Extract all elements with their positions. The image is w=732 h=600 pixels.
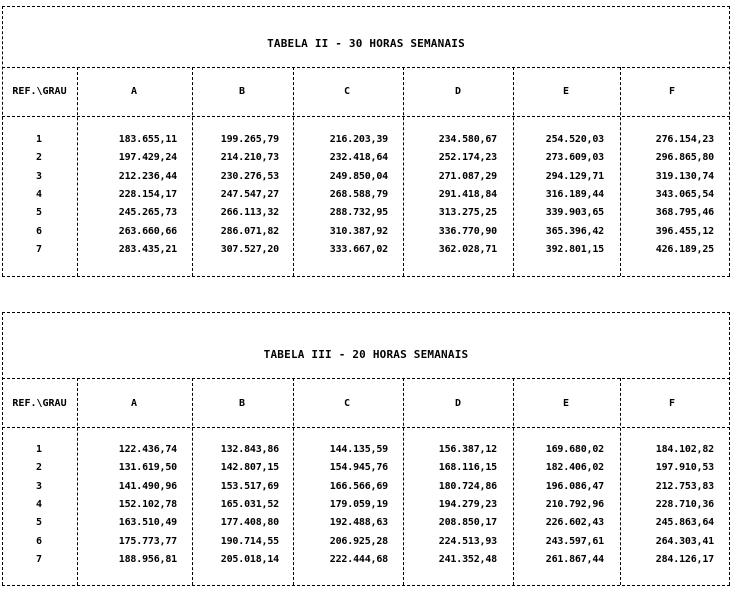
table-cell: 216.203,39 xyxy=(329,134,388,145)
table-top-border xyxy=(2,6,730,7)
table-cell: 241.352,48 xyxy=(438,553,497,565)
ref-grau-header: REF.\GRAU xyxy=(12,398,67,409)
row-ref: 7 xyxy=(35,553,43,565)
table-side-border xyxy=(2,6,3,276)
table-cell: 296.865,80 xyxy=(655,152,714,164)
table-cell: 197.910,53 xyxy=(655,462,714,474)
table-cell: 288.732,95 xyxy=(329,207,388,219)
table-cell: 283.435,21 xyxy=(118,243,177,255)
table-cell: 183.655,11 xyxy=(118,134,177,145)
table-cell: 316.189,44 xyxy=(545,188,604,200)
table-cell: 226.602,43 xyxy=(545,517,604,529)
table-cell: 264.303,41 xyxy=(655,535,714,547)
column-header-a: A xyxy=(130,398,138,409)
table-title: TABELA II - 30 HORAS SEMANAIS xyxy=(267,37,465,50)
table-cell: 180.724,86 xyxy=(438,480,497,492)
table-cell: 336.770,90 xyxy=(438,225,497,237)
row-ref: 6 xyxy=(35,225,43,237)
table-cell: 368.795,46 xyxy=(655,207,714,219)
table-cell: 228.710,36 xyxy=(655,498,714,510)
table-cell: 268.588,79 xyxy=(329,188,388,200)
tabela-iii xyxy=(2,312,730,600)
column-header-e: E xyxy=(562,398,570,409)
table-top-border xyxy=(2,312,730,313)
table-cell: 284.126,17 xyxy=(655,553,714,565)
table-cell: 154.945,76 xyxy=(329,462,388,474)
table-side-border xyxy=(2,312,3,585)
table-cell: 245.863,64 xyxy=(655,517,714,529)
row-ref: 3 xyxy=(35,480,43,492)
row-ref: 6 xyxy=(35,535,43,547)
row-ref: 4 xyxy=(35,498,43,510)
column-separator xyxy=(403,378,404,585)
table-cell: 307.527,20 xyxy=(220,243,279,255)
table-cell: 192.488,63 xyxy=(329,517,388,529)
table-cell: 179.059,19 xyxy=(329,498,388,510)
column-header-e: E xyxy=(562,86,570,97)
table-side-border xyxy=(729,312,730,585)
table-cell: 396.455,12 xyxy=(655,225,714,237)
table-cell: 222.444,68 xyxy=(329,553,388,565)
column-header-a: A xyxy=(130,86,138,97)
table-cell: 212.753,83 xyxy=(655,480,714,492)
table-cell: 294.129,71 xyxy=(545,170,604,182)
table-cell: 182.406,02 xyxy=(545,462,604,474)
table-cell: 254.520,03 xyxy=(545,134,604,145)
column-header-b: B xyxy=(238,398,246,409)
table-cell: 252.174,23 xyxy=(438,152,497,164)
column-separator xyxy=(77,67,78,276)
table-cell: 230.276,53 xyxy=(220,170,279,182)
table-cell: 214.210,73 xyxy=(220,152,279,164)
table-cell: 197.429,24 xyxy=(118,152,177,164)
column-separator xyxy=(293,378,294,585)
row-ref: 2 xyxy=(35,462,43,474)
column-separator xyxy=(403,67,404,276)
table-cell: 273.609,03 xyxy=(545,152,604,164)
table-cell: 263.660,66 xyxy=(118,225,177,237)
table-cell: 168.116,15 xyxy=(438,462,497,474)
table-cell: 175.773,77 xyxy=(118,535,177,547)
column-header-b: B xyxy=(238,86,246,97)
table-cell: 426.189,25 xyxy=(655,243,714,255)
table-cell: 271.087,29 xyxy=(438,170,497,182)
table-cell: 224.513,93 xyxy=(438,535,497,547)
table-cell: 266.113,32 xyxy=(220,207,279,219)
row-ref: 3 xyxy=(35,170,43,182)
row-ref: 7 xyxy=(35,243,43,255)
row-ref: 1 xyxy=(35,134,43,145)
table-bottom-border xyxy=(2,276,730,277)
table-cell: 169.680,02 xyxy=(545,444,604,455)
table-cell: 163.510,49 xyxy=(118,517,177,529)
table-cell: 144.135,59 xyxy=(329,444,388,455)
table-title: TABELA III - 20 HORAS SEMANAIS xyxy=(263,348,469,361)
table-cell: 196.086,47 xyxy=(545,480,604,492)
column-separator xyxy=(620,378,621,585)
table-cell: 339.903,65 xyxy=(545,207,604,219)
table-cell: 132.843,86 xyxy=(220,444,279,455)
table-cell: 343.065,54 xyxy=(655,188,714,200)
table-cell: 188.956,81 xyxy=(118,553,177,565)
table-cell: 310.387,92 xyxy=(329,225,388,237)
table-cell: 234.580,67 xyxy=(438,134,497,145)
table-cell: 208.850,17 xyxy=(438,517,497,529)
table-cell: 206.925,28 xyxy=(329,535,388,547)
column-separator xyxy=(77,378,78,585)
column-header-d: D xyxy=(454,86,462,97)
table-cell: 291.418,84 xyxy=(438,188,497,200)
table-cell: 153.517,69 xyxy=(220,480,279,492)
table-cell: 156.387,12 xyxy=(438,444,497,455)
table-cell: 362.028,71 xyxy=(438,243,497,255)
table-cell: 166.566,69 xyxy=(329,480,388,492)
table-cell: 122.436,74 xyxy=(118,444,177,455)
table-cell: 199.265,79 xyxy=(220,134,279,145)
table-cell: 190.714,55 xyxy=(220,535,279,547)
table-cell: 313.275,25 xyxy=(438,207,497,219)
column-header-f: F xyxy=(668,398,676,409)
column-header-f: F xyxy=(668,86,676,97)
table-cell: 261.867,44 xyxy=(545,553,604,565)
table-cell: 245.265,73 xyxy=(118,207,177,219)
table-cell: 210.792,96 xyxy=(545,498,604,510)
column-header-c: C xyxy=(343,398,351,409)
table-cell: 392.801,15 xyxy=(545,243,604,255)
table-cell: 232.418,64 xyxy=(329,152,388,164)
column-header-d: D xyxy=(454,398,462,409)
table-cell: 141.490,96 xyxy=(118,480,177,492)
table-cell: 333.667,02 xyxy=(329,243,388,255)
table-cell: 205.018,14 xyxy=(220,553,279,565)
table-cell: 243.597,61 xyxy=(545,535,604,547)
table-cell: 184.102,82 xyxy=(655,444,714,455)
table-cell: 131.619,50 xyxy=(118,462,177,474)
table-cell: 152.102,78 xyxy=(118,498,177,510)
tabela-ii xyxy=(2,6,730,286)
table-cell: 319.130,74 xyxy=(655,170,714,182)
row-ref: 5 xyxy=(35,517,43,529)
column-separator xyxy=(293,67,294,276)
row-ref: 5 xyxy=(35,207,43,219)
column-header-c: C xyxy=(343,86,351,97)
row-ref: 1 xyxy=(35,444,43,455)
row-ref: 4 xyxy=(35,188,43,200)
table-cell: 365.396,42 xyxy=(545,225,604,237)
table-cell: 247.547,27 xyxy=(220,188,279,200)
row-ref: 2 xyxy=(35,152,43,164)
column-separator xyxy=(620,67,621,276)
ref-grau-header: REF.\GRAU xyxy=(12,86,67,97)
table-cell: 142.807,15 xyxy=(220,462,279,474)
table-side-border xyxy=(729,6,730,276)
table-cell: 212.236,44 xyxy=(118,170,177,182)
table-cell: 194.279,23 xyxy=(438,498,497,510)
table-cell: 228.154,17 xyxy=(118,188,177,200)
table-cell: 177.408,80 xyxy=(220,517,279,529)
table-cell: 249.850,04 xyxy=(329,170,388,182)
table-cell: 286.071,82 xyxy=(220,225,279,237)
table-bottom-border xyxy=(2,585,730,586)
table-cell: 165.031,52 xyxy=(220,498,279,510)
table-cell: 276.154,23 xyxy=(655,134,714,145)
